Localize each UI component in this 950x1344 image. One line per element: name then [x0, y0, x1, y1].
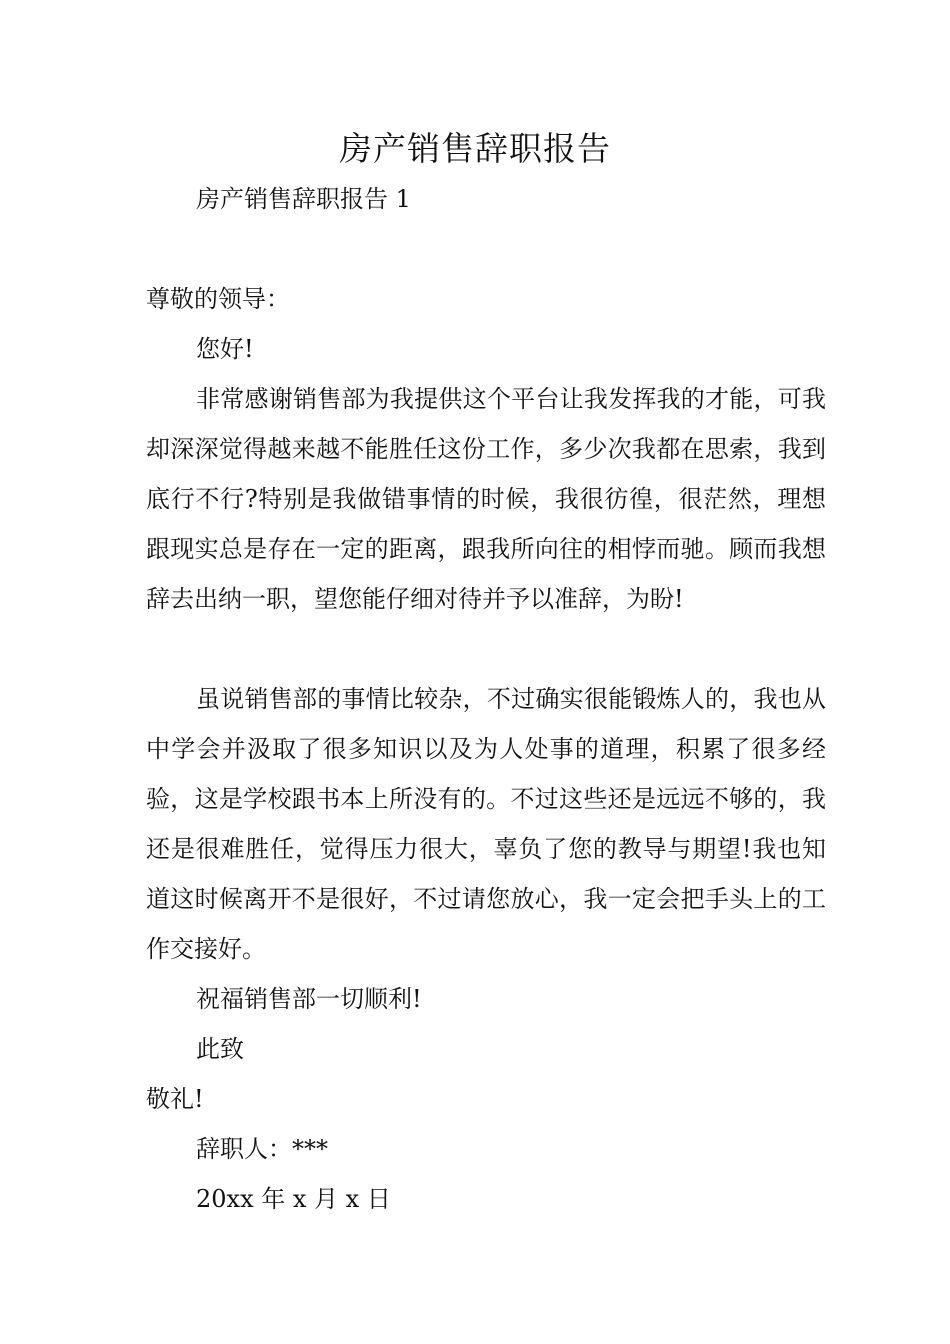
- paragraph-2: 虽说销售部的事情比较杂，不过确实很能锻炼人的，我也从中学会并汲取了很多知识以及为人处事的道理，积累了很多经验，这是学校跟书本上所没有的。不过这些还是远远不够的，我还是很难胜任，觉得压力很大，辜负了您的教导与期望!我也知道这时候离开不是很好，不过请您放心，我一定会把手头上的工作交接好。: [146, 685, 826, 963]
- closing-line: 此致: [196, 1035, 244, 1063]
- date-line: 20xx 年 x 月 x 日: [196, 1185, 391, 1213]
- wish-line: 祝福销售部一切顺利!: [196, 985, 422, 1013]
- greeting: 您好!: [196, 335, 254, 363]
- signature-line: 辞职人：***: [196, 1135, 328, 1163]
- regards-line: 敬礼!: [146, 1085, 204, 1113]
- salutation: 尊敬的领导：: [146, 285, 290, 313]
- document-title: 房产销售辞职报告: [339, 129, 611, 168]
- document-subtitle: 房产销售辞职报告 1: [196, 185, 411, 213]
- paragraph-1: 非常感谢销售部为我提供这个平台让我发挥我的才能，可我却深深觉得越来越不能胜任这份工作，多少次我都在思索，我到底行不行?特别是我做错事情的时候，我很彷徨，很茫然，理想跟现实总是存在一定的距离，跟我所向往的相悖而驰。顾而我想辞去出纳一职，望您能仔细对待并予以准辞，为盼!: [146, 385, 826, 613]
